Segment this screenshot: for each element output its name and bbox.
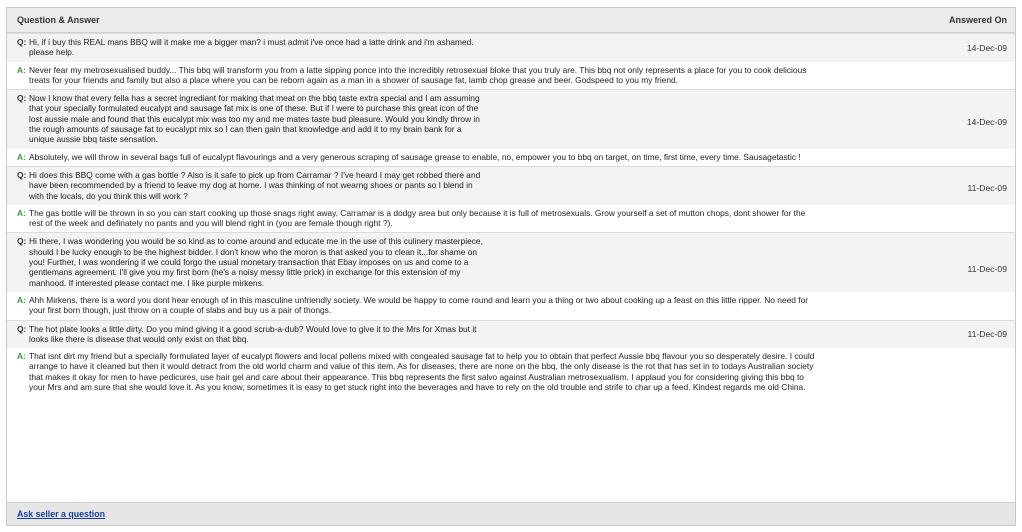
answer-row: [7, 149, 1015, 166]
qa-header-title: Question & Answer: [17, 15, 100, 25]
question-row: [7, 33, 1015, 62]
question-tag: Q:: [17, 169, 27, 180]
question-tag: Q:: [17, 37, 27, 47]
answer-tag: A:: [17, 351, 26, 362]
answer-row: [7, 292, 1015, 320]
answer-text: Never fear my metrosexualised buddy... This bbq will transform you from a latte sipping ponce into the incredibly retrosexual bloke that you truly are. This bbq not only represents a place for you to cook delicious treats for your friends and family but also a place where you can be reborn again as a man in a shower of sausage fat, lamb chop grease and beer. Godspeed to you my friend.: [29, 64, 807, 85]
answered-on-header: Answered On: [948, 15, 1007, 25]
answer-row: [7, 348, 1015, 396]
answer-tag: A:: [17, 64, 26, 75]
question-text: The hot plate looks a little dirty. Do you mind giving it a good scrub-a-dub? Would love to give it to the Mrs for Xmas but it looks like there is disease that would only exist on that bbq.: [29, 323, 477, 344]
question-row: [7, 166, 1015, 205]
question-tag: Q:: [17, 93, 27, 104]
answer-row: [7, 205, 1015, 233]
qa-header: [7, 8, 1015, 33]
answer-tag: A:: [17, 207, 26, 218]
answer-tag: A:: [17, 151, 26, 162]
answer-text: Absolutely, we will throw in several bags full of eucalypt flavourings and a very generous scraping of sausage grease to enable, no, empower you to bbq on target, on time, first time, every time. Sausagetastic !: [29, 151, 801, 162]
answer-date: 11-Dec-09: [967, 182, 1007, 193]
answer-text: That isnt dirt my friend but a specially formulated layer of eucalypt flowers and local pollens mixed with congealed sausage fat to help you to obtain that perfect Aussie bbq flavour you so desperately desire. I could arrange to have it cleaned but then it would detract from the old world charm and value of this item. As for diseases, there are none on the bbq, the only disease is the rot that has set in to todays Australian society that makes it okay for men to have pedicures, use hair gel and care about their appearance. This bbq represents the first salvo against Australian metrosexualism. I applaud you for considering giving this bbq to your Mrs and am sure that she would love it. As you know, sometimes it is easy to get stuck right into the beverages and have to rely on the old trouble and strife to char up a feed. Kindest regards me old China.: [29, 351, 815, 393]
ask-seller-question-link[interactable]: Ask seller a question: [17, 509, 106, 519]
qa-footer: [7, 502, 1015, 525]
answer-tag: A:: [17, 294, 26, 305]
question-text: Now I know that every fella has a secret ingrediant for making that meat on the bbq taste extra special and I am assuming that your specially formulated eucalypt and sausage fat mix is one of these. But if I were to purchase this great icon of the lost aussie male and found that this eucalypt mix was too my and me mates taste bud pleasure. Would you kindly throw in the rough amounts of sausage fat to eucalypt mix so I can then gain that knowledge and add it to my brain bank for a unique aussie bbq taste sensation.: [29, 93, 480, 145]
question-tag: Q:: [17, 323, 27, 334]
answer-text: Ahh Mirkens, there is a word you dont hear enough of in this masculine unfriendly society. We would be happy to come round and learn you a thing or two about cooking up a feast on this little ripper. No need for your first born though, just throw on a couple of slabs and buy us a pair of thongs.: [29, 294, 809, 316]
qa-panel: [6, 7, 1016, 526]
question-row: [7, 232, 1015, 291]
answer-date: 11-Dec-09: [967, 328, 1007, 339]
question-text: Hi there, I was wondering you would be so kind as to come around and educate me in the use of this culinery masterpiece, should I be lucky enough to be the highest bidder. I don't know who the moron is that asked you to clean it...for shame on you! Further, I was wondering if we could forgo the usual monetary transaction that Ebay imposes on us and come to a gentlemans agreement. I'll give you my first born (he's a noisy messy little prick) in exchange for this extension of my manhood. If interested please contact me. I like purple mirkens.: [29, 236, 483, 288]
answer-row: [7, 62, 1015, 90]
question-tag: Q:: [17, 236, 27, 247]
question-text: Hi, if i buy this REAL mans BBQ will it make me a bigger man? i must admit i've once had a latte drink and i'm ashamed. please help.: [29, 37, 474, 58]
answer-date: 11-Dec-09: [967, 264, 1007, 275]
answer-date: 14-Dec-09: [966, 43, 1007, 53]
question-text: Hi does this BBQ come with a gas bottle ? Also is it safe to pick up from Carramar ? I've heard I may get robbed there and have been recommended by a friend to leave my dog at home. I was thinking of not wearng shoes or pants so I blend in with the locals, do you think this will work ?: [29, 169, 481, 201]
question-row: [7, 320, 1015, 349]
answer-date: 14-Dec-09: [966, 117, 1007, 128]
question-row: [7, 89, 1015, 148]
answer-text: The gas bottle will be thrown in so you can start cooking up those snags right away. Carramar is a dodgy area but only because it is full of metrosexuals. Grow yourself a set of mutton chops, dont shower for the rest of the week and definately no pants and you will blend right in (you are female though right ?).: [29, 207, 806, 229]
